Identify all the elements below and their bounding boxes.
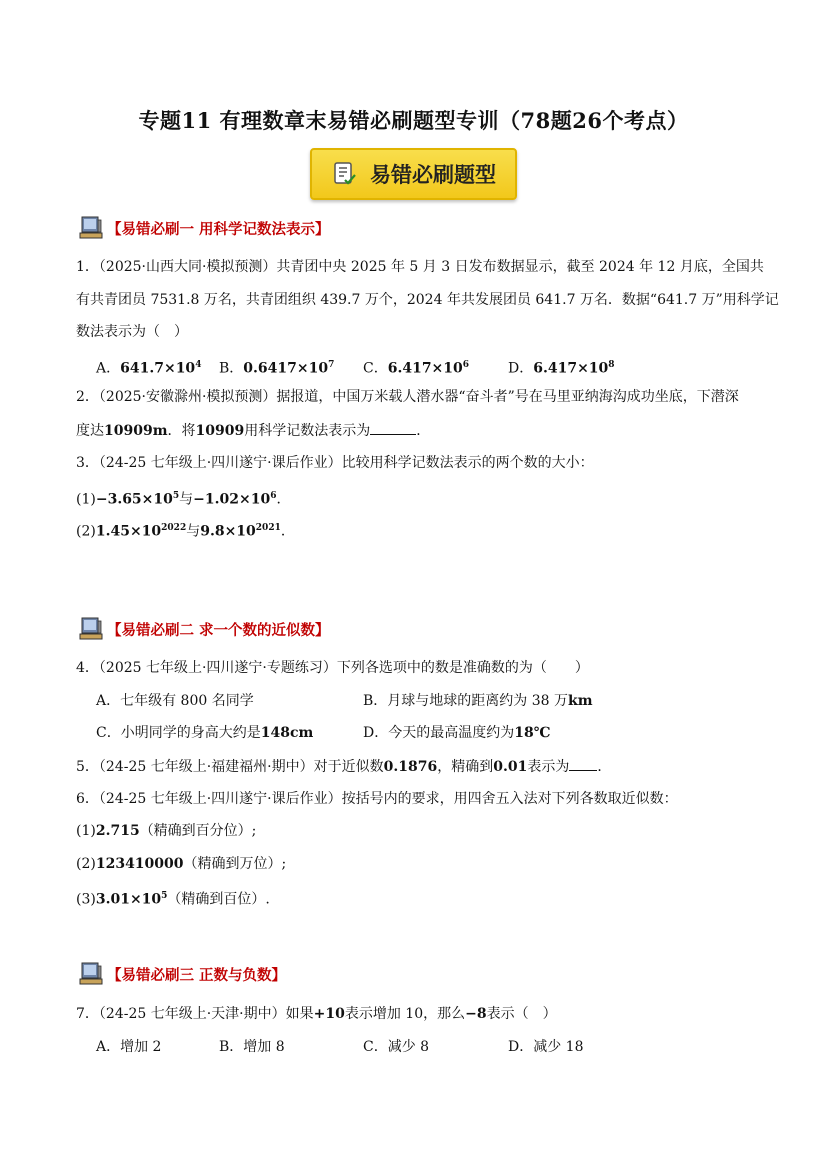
section-header-2 <box>78 615 330 643</box>
question-6-line-1: 6．（24-25 七年级上·四川遂宁·课后作业）按括号内的要求，用四舍五入法对下列各数取近似数： <box>76 791 678 807</box>
question-4-option-b: B．月球与地球的距离约为 38 万km <box>363 693 593 709</box>
answer-blank[interactable] <box>370 420 416 435</box>
section-title: 【易错必刷一 用科学记数法表示】 <box>107 220 330 238</box>
banner-label: 易错必刷题型 <box>370 163 496 187</box>
question-1-option-b: B．$0.6417\times 10^7$ <box>219 360 335 377</box>
question-1-option-a: A．$641.7\times 10^4$ <box>96 360 202 377</box>
question-7-line-1: 7．（24-25 七年级上·天津·期中）如果+10表示增加 10，那么−8表示（ ） <box>76 1006 557 1022</box>
question-3-part-2: $(2)1.45\times 10^{2022}$与$9.8\times 10^{2021}$． <box>76 523 295 540</box>
computer-icon <box>78 616 104 642</box>
question-1-line-2: 有共青团员 7531.8 万名，共青团组织 439.7 万个，2024 年共发展团员 641.7 万名．数据“641.7 万”用科学记 <box>76 292 779 308</box>
question-1-option-c: C．$6.417\times 10^6$ <box>363 360 470 377</box>
question-7-option-a: A．增加 2 <box>96 1039 162 1055</box>
question-6-part-3: $(3)3.01\times 10^5$（精确到百位）. <box>76 891 270 908</box>
question-2-line-1: 2．（2025·安徽滁州·模拟预测）据报道，中国万米载人潜水器“奋斗者”号在马里亚纳海沟成功坐底，下潜深 <box>76 389 739 405</box>
banner <box>310 148 517 200</box>
question-3-part-1: $(1)-3.65\times 10^5$与$-1.02\times 10^6$． <box>76 491 291 508</box>
answer-blank[interactable] <box>569 756 597 771</box>
question-1-option-d: D．$6.417\times 10^8$ <box>508 360 615 377</box>
section-title: 【易错必刷三 正数与负数】 <box>107 966 287 984</box>
section-header-1 <box>78 214 330 242</box>
question-5-line-1: 5．（24-25 七年级上·福建福州·期中）对于近似数0.1876，精确到0.01表示为 ． <box>76 756 611 777</box>
question-4-option-c: C．小明同学的身高大约是148cm <box>96 725 314 741</box>
question-3-line-1: 3．（24-25 七年级上·四川遂宁·课后作业）比较用科学记数法表示的两个数的大小： <box>76 455 594 471</box>
page-title: 专题11 有理数章末易错必刷题型专训（78题26个考点） <box>138 108 689 133</box>
question-4-option-a: A．七年级有 800 名同学 <box>96 693 254 709</box>
question-4-line-1: 4．（2025 七年级上·四川遂宁·专题练习）下列各选项中的数是准确数的为（ ） <box>76 660 589 676</box>
question-6-part-2: (2)123410000（精确到万位）; <box>76 856 287 872</box>
section-header-3 <box>78 960 286 988</box>
question-4-option-d: D．今天的最高温度约为18℃ <box>363 725 551 741</box>
computer-icon <box>78 961 104 987</box>
question-1-line-3: 数法表示为（ ） <box>76 324 188 340</box>
question-7-option-b: B．增加 8 <box>219 1039 285 1055</box>
question-2-line-2: 度达10909m．将10909用科学记数法表示为 ． <box>76 420 430 441</box>
question-1-line-1: 1．（2025·山西大同·模拟预测）共青团中央 2025 年 5 月 3 日发布数据显示，截至 2024 年 12 月底，全国共 <box>76 259 764 275</box>
checklist-icon <box>334 162 356 186</box>
question-6-part-1: (1)2.715（精确到百分位）; <box>76 823 257 839</box>
question-7-option-c: C．减少 8 <box>363 1039 430 1055</box>
computer-icon <box>78 215 104 241</box>
question-7-option-d: D．减少 18 <box>508 1039 584 1055</box>
section-title: 【易错必刷二 求一个数的近似数】 <box>107 621 330 639</box>
